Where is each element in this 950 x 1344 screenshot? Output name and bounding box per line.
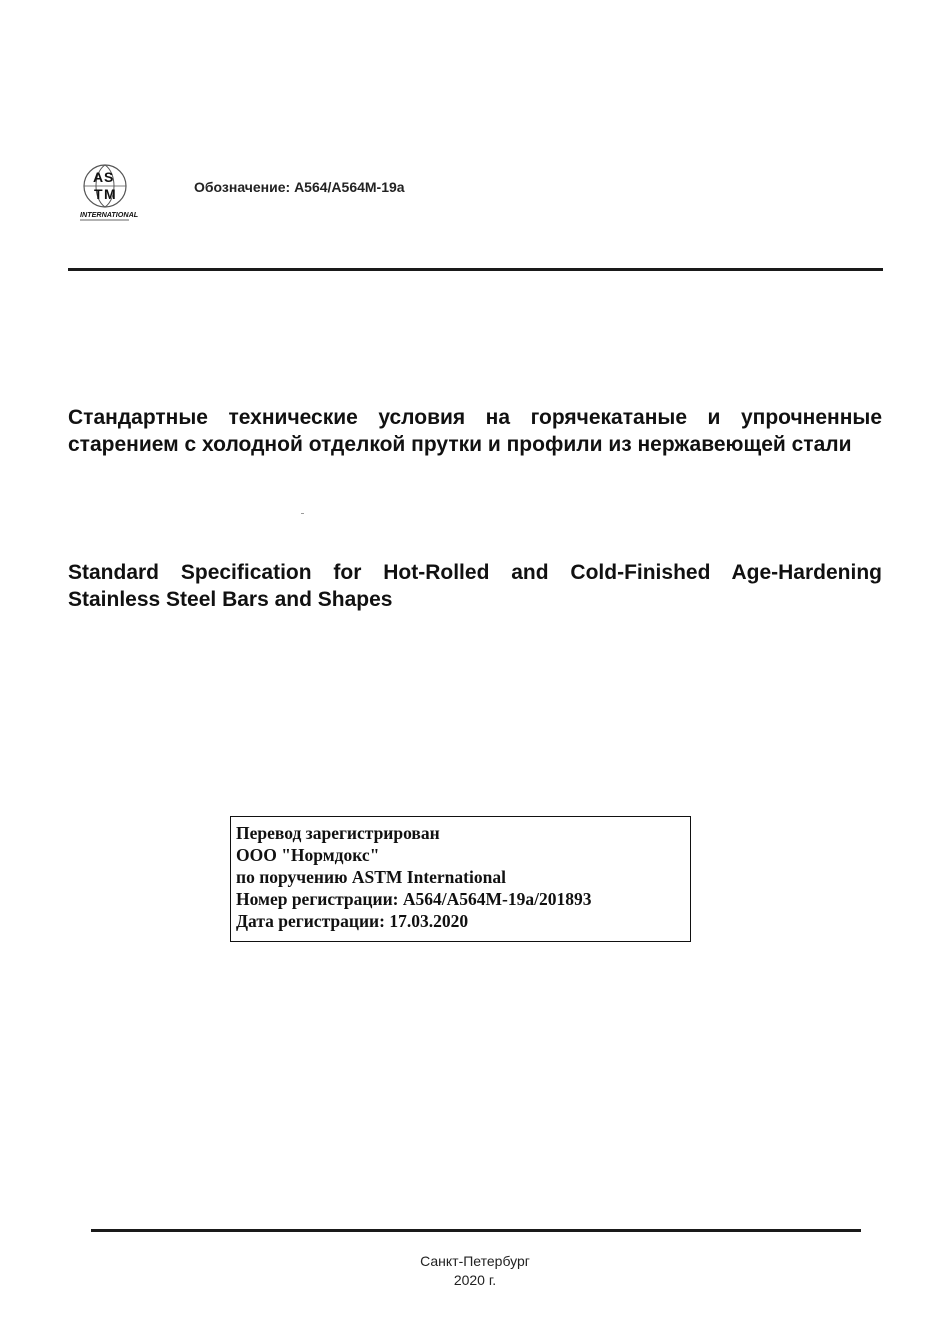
- svg-text:M: M: [104, 186, 116, 202]
- scan-speck: [301, 513, 304, 514]
- title-russian: Стандартные технические условия на горячекатаные и упрочненные старением с холодной отделкой прутки и профили из нержавеющей стали: [68, 406, 882, 456]
- title-english: Standard Specification for Hot-Rolled and Cold-Finished Age-Hardening Stainless Steel Bars and Shapes: [68, 561, 882, 611]
- astm-logo: [79, 163, 139, 223]
- bottom-divider: [91, 1229, 861, 1232]
- svg-text:A: A: [93, 169, 104, 185]
- registration-line-number: Номер регистрации: A564/A564M-19a/201893: [236, 889, 592, 909]
- registration-line-translated: Перевод зарегистрирован: [236, 823, 440, 843]
- document-designation: Обозначение: A564/A564M-19a: [194, 179, 405, 195]
- svg-text:S: S: [104, 169, 114, 185]
- registration-line-commission: по поручению ASTM International: [236, 867, 506, 887]
- top-divider: [68, 268, 883, 271]
- astm-logo-icon: [79, 163, 139, 223]
- registration-line-date: Дата регистрации: 17.03.2020: [236, 911, 469, 931]
- svg-text:T: T: [94, 186, 103, 202]
- registration-line-company: ООО "Нормдокс": [236, 845, 380, 865]
- footer-city: Санкт-Петербург: [420, 1253, 530, 1269]
- footer-year: 2020 г.: [453, 1272, 497, 1288]
- svg-text:INTERNATIONAL: INTERNATIONAL: [80, 210, 139, 219]
- registration-box: [230, 816, 691, 942]
